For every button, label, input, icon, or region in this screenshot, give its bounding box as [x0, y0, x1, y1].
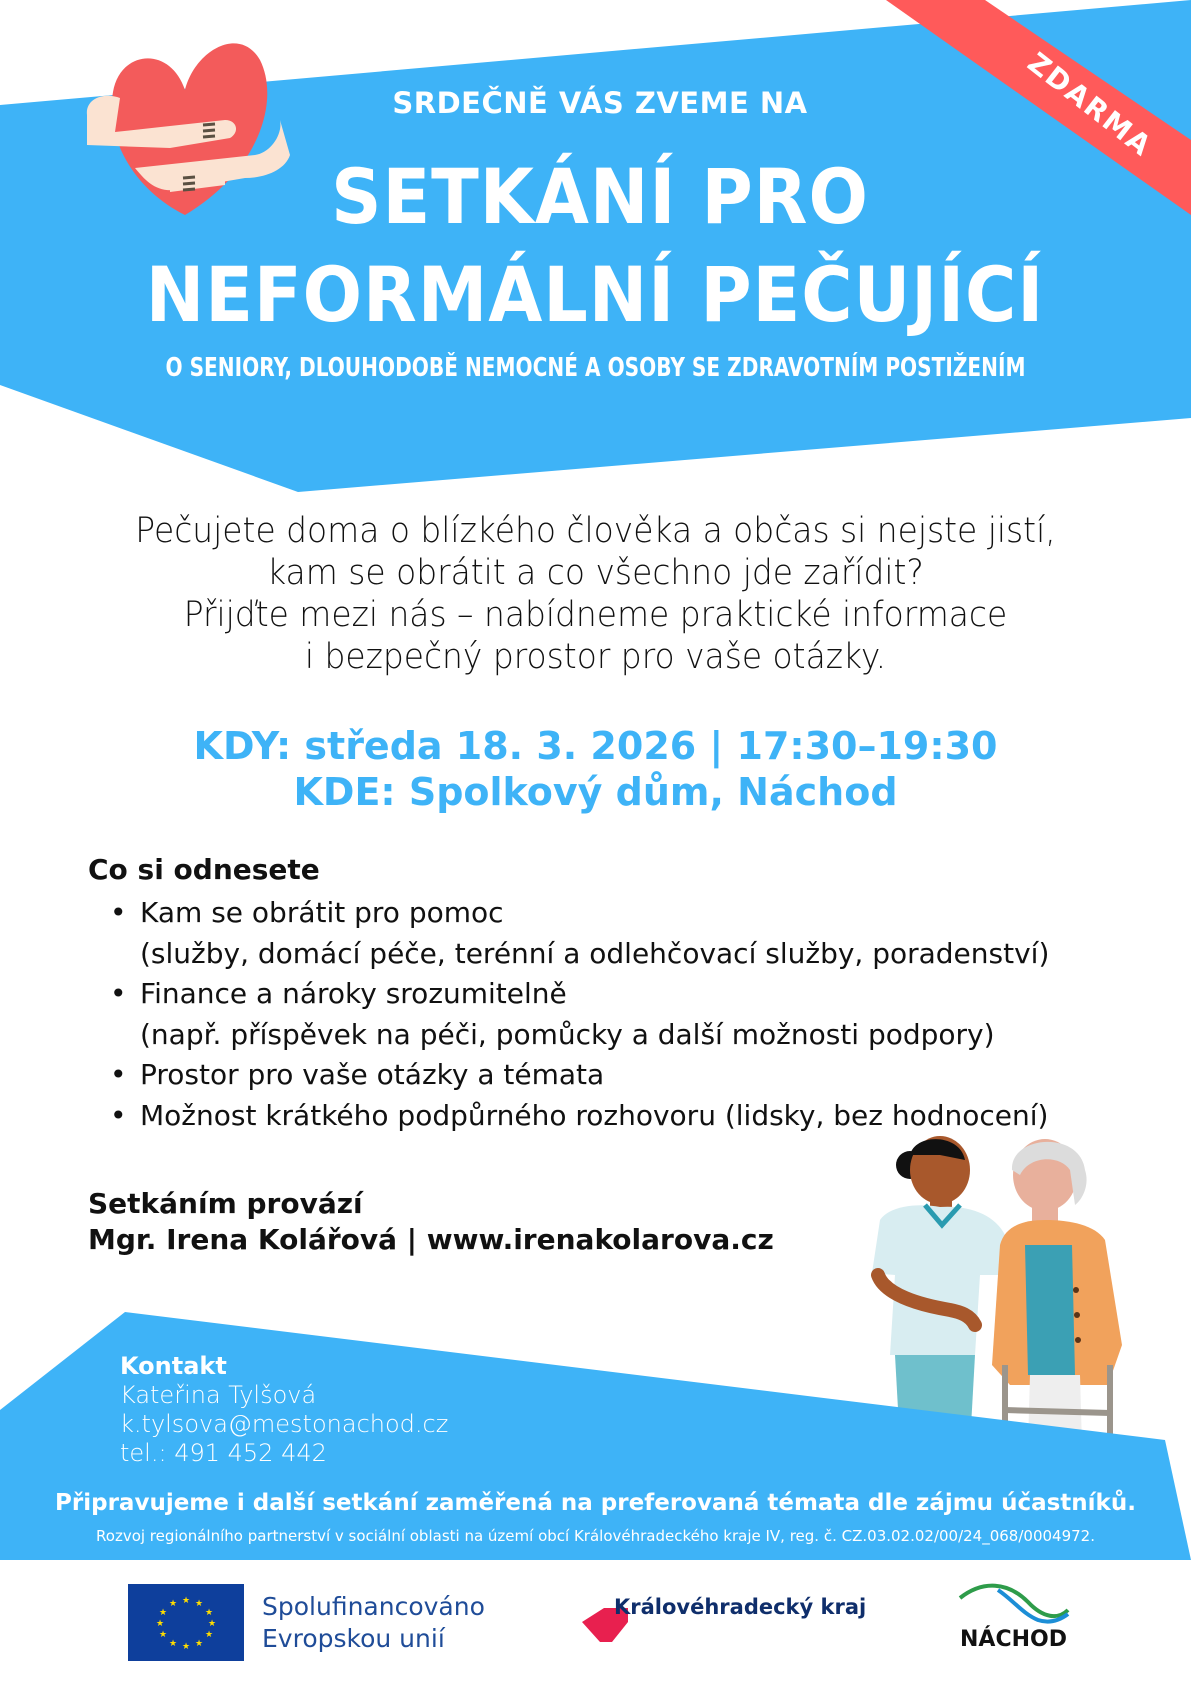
- benefit-title: Prostor pro vaše otázky a témata: [140, 1058, 605, 1091]
- title-line-2: NEFORMÁLNÍ PEČUJÍCÍ: [145, 250, 1045, 339]
- event-date-time: KDY: středa 18. 3. 2026 | 17:30–19:30: [193, 724, 998, 768]
- intro-line: Přijďte mezi nás – nabídneme praktické informace: [183, 595, 1008, 635]
- svg-text:★: ★: [158, 1608, 168, 1618]
- nachod-wave-logo-icon: [958, 1580, 1070, 1628]
- svg-text:★: ★: [168, 1639, 178, 1649]
- svg-text:★: ★: [168, 1599, 178, 1609]
- svg-text:★: ★: [155, 1619, 165, 1629]
- guide-website-link[interactable]: www.irenakolarova.cz: [426, 1223, 774, 1256]
- eu-label-line2: Evropskou unií: [262, 1624, 445, 1653]
- contact-email-link[interactable]: k.tylsova@mestonachod.cz: [120, 1410, 449, 1438]
- event-location: KDE: Spolkový dům, Náchod: [293, 770, 898, 814]
- benefit-detail: (služby, domácí péče, terénní a odlehčovací služby, poradenství): [140, 936, 1050, 970]
- intro-line: kam se obrátit a co všechno jde zařídit?: [267, 553, 924, 593]
- contact-name: Kateřina Tylšová: [120, 1381, 317, 1409]
- next-meetings-note: Připravujeme i další setkání zaměřená na preferovaná témata dle zájmu účastníků.: [55, 1490, 1136, 1516]
- free-ribbon-label: ZDARMA: [1021, 45, 1159, 164]
- guide-info: [88, 1223, 774, 1256]
- list-item: [110, 893, 1150, 974]
- guide-separator: |: [397, 1223, 427, 1256]
- guide-name: Mgr. Irena Kolářová: [88, 1223, 398, 1256]
- benefit-title: Možnost krátkého podpůrného rozhovoru (lidsky, bez hodnocení): [140, 1098, 1049, 1132]
- benefit-title: Kam se obrátit pro pomoc: [140, 896, 504, 929]
- svg-text:★: ★: [204, 1630, 214, 1640]
- eu-cofinanced-label: [262, 1591, 485, 1655]
- intro-line: Pečujete doma o blízkého člověka a občas si nejste jistí,: [135, 511, 1056, 551]
- intro-paragraph: [60, 510, 1131, 678]
- eu-flag-icon: [128, 1584, 244, 1661]
- benefit-title: Finance a nároky srozumitelně: [140, 977, 567, 1010]
- target-group-subtitle: O SENIORY, DLOUHODOBĚ NEMOCNÉ A OSOBY SE ZDRAVOTNÍM POSTIŽENÍM: [165, 353, 1026, 383]
- list-item: [110, 974, 1150, 1055]
- contact-heading: Kontakt: [120, 1352, 227, 1380]
- intro-line: i bezpečný prostor pro vaše otázky.: [304, 637, 887, 677]
- list-item: [110, 1055, 1150, 1096]
- benefits-list: [110, 893, 1150, 1136]
- svg-text:★: ★: [194, 1639, 204, 1649]
- svg-text:★: ★: [204, 1608, 214, 1618]
- svg-text:★: ★: [194, 1599, 204, 1609]
- svg-text:★: ★: [181, 1596, 191, 1606]
- benefit-detail: (např. příspěvek na péči, pomůcky a další možnosti podpory): [140, 1017, 995, 1051]
- svg-text:★: ★: [181, 1642, 191, 1652]
- title-line-1: SETKÁNÍ PRO: [331, 152, 869, 241]
- project-registration-note: Rozvoj regionálního partnerství v sociální oblasti na území obcí Královéhradeckého kraje IV, reg. č. CZ.03.02.02/00/24_068/0004972.: [96, 1527, 1095, 1545]
- svg-text:★: ★: [207, 1619, 217, 1629]
- nachod-label: NÁCHOD: [960, 1627, 1067, 1652]
- kralovehradecky-kraj-label: Královéhradecký kraj: [614, 1595, 867, 1619]
- guide-heading: Setkáním provází: [88, 1187, 363, 1220]
- benefits-heading: Co si odnesete: [88, 853, 320, 886]
- invitation-line: SRDEČNĚ VÁS ZVEME NA: [392, 86, 808, 120]
- svg-text:★: ★: [158, 1630, 168, 1640]
- contact-phone: tel.: 491 452 442: [120, 1439, 327, 1467]
- eu-label-line1: Spolufinancováno: [262, 1592, 485, 1621]
